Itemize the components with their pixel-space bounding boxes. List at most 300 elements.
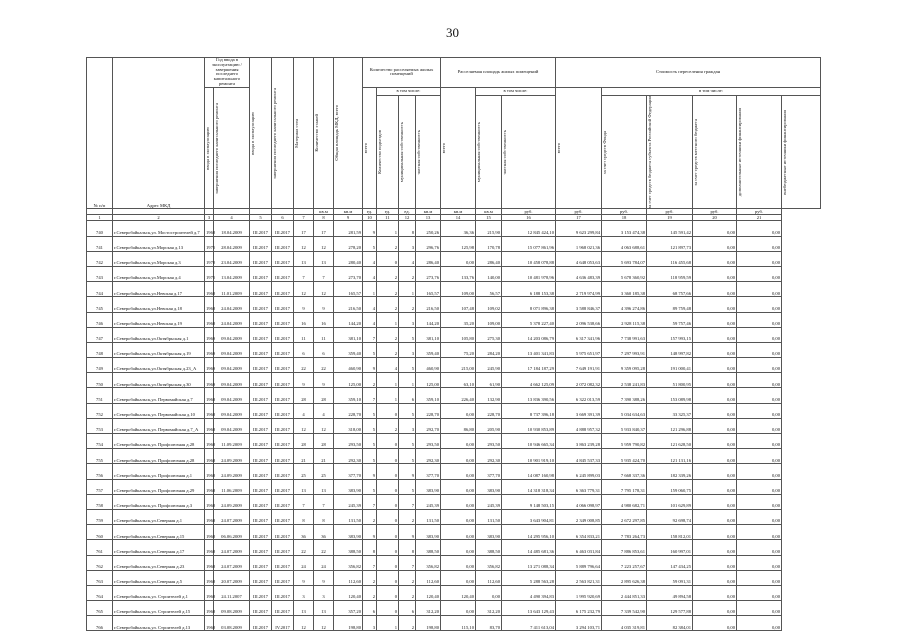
value-cell: 312,20 — [476, 601, 502, 616]
header-fund-regional: за счет средств бюджета субъекта Российской Федерации — [647, 95, 653, 209]
value-cell: 0,00 — [693, 434, 737, 449]
value-cell: 215,90 — [476, 221, 502, 236]
value-cell: III.2017 — [272, 464, 294, 479]
value-cell: 7 — [363, 327, 377, 342]
value-cell: 5 — [363, 479, 377, 494]
value-cell: 460,90 — [334, 358, 363, 373]
unit-cell: кв.м — [314, 209, 334, 215]
value-cell: 86,80 — [441, 418, 476, 433]
value-cell: III.2017 — [272, 236, 294, 251]
value-cell: III.2017 — [250, 525, 272, 540]
value-cell: 7 — [314, 266, 334, 281]
address-cell: г.Северобайкальск,ул.Невская д.17 — [113, 282, 205, 297]
column-number-cell: 20 — [693, 215, 737, 221]
address-cell: г.Северобайкальск,ул.Октябрьская д.23_А — [113, 358, 205, 373]
value-cell: 12 — [294, 418, 314, 433]
value-cell: 1968 — [205, 312, 214, 327]
value-cell: 6 — [314, 342, 334, 357]
value-cell: 2 444 851,33 — [602, 585, 647, 600]
value-cell: 18.04.2009 — [214, 221, 250, 236]
value-cell: 0,00 — [441, 479, 476, 494]
value-cell: 0 — [377, 570, 399, 585]
value-cell: 09.04.2009 — [214, 388, 250, 403]
value-cell: 280,40 — [334, 251, 363, 266]
value-cell: 383,90 — [334, 479, 363, 494]
value-cell: 1968 — [205, 585, 214, 600]
value-cell: 9 — [363, 525, 377, 540]
value-cell: 22 — [294, 540, 314, 555]
row-number-cell: 762 — [87, 555, 113, 570]
value-cell: 12 — [314, 418, 334, 433]
value-cell: 7 — [399, 494, 416, 509]
value-cell: 14 295 956,10 — [502, 525, 556, 540]
value-cell: 4 490 394,83 — [502, 585, 556, 600]
value-cell: 0,00 — [693, 358, 737, 373]
value-cell: 383,90 — [476, 525, 502, 540]
value-cell: 24.09.2009 — [214, 494, 250, 509]
value-cell: 381,10 — [334, 327, 363, 342]
value-cell: III.2017 — [272, 585, 294, 600]
value-cell: 153 089,98 — [647, 388, 693, 403]
address-cell: г.Северобайкальск,ул. Строителей д.13 — [113, 616, 205, 631]
value-cell: 120,40 — [441, 585, 476, 600]
value-cell: 09.04.2009 — [214, 418, 250, 433]
row-number-cell: 742 — [87, 251, 113, 266]
value-cell: 0,00 — [441, 494, 476, 509]
value-cell: 7 886 853,61 — [602, 540, 647, 555]
value-cell: 8 — [399, 540, 416, 555]
row-number-cell: 749 — [87, 358, 113, 373]
column-number-cell: 5 — [250, 215, 272, 221]
value-cell: 0,00 — [737, 585, 782, 600]
value-cell: 3 643 904,81 — [502, 509, 556, 524]
unit-cell: ед. — [399, 209, 416, 215]
value-cell: 6 354 833,21 — [556, 525, 602, 540]
value-cell: 145 591,42 — [647, 221, 693, 236]
value-cell: 13 271 088,34 — [502, 555, 556, 570]
value-cell: 5 693 784,07 — [602, 251, 647, 266]
value-cell: 36 — [314, 525, 334, 540]
value-cell: 2 — [399, 585, 416, 600]
value-cell: 13 — [314, 479, 334, 494]
table-row — [87, 601, 821, 616]
value-cell: 0,00 — [737, 236, 782, 251]
value-cell: 286,40 — [416, 251, 441, 266]
value-cell: 0,00 — [693, 297, 737, 312]
value-cell: 7 223 257,67 — [602, 555, 647, 570]
value-cell: 125,00 — [416, 373, 441, 388]
value-cell: 17 184 187,29 — [502, 358, 556, 373]
value-cell: 9 — [294, 570, 314, 585]
header-address: Адрес МКД — [146, 202, 171, 208]
row-number-cell: 743 — [87, 266, 113, 281]
header-q2: завершения последнего капитального ремонта — [272, 87, 277, 179]
value-cell: 296,76 — [416, 236, 441, 251]
address-cell: г.Северобайкальск,ул.Северная д.5 — [113, 570, 205, 585]
value-cell: 15 077 861,96 — [502, 236, 556, 251]
value-cell: 0 — [377, 403, 399, 418]
value-cell: 6 363 779,31 — [556, 479, 602, 494]
value-cell: III.2017 — [272, 540, 294, 555]
value-cell: 121 296,88 — [647, 418, 693, 433]
value-cell: 284,20 — [476, 342, 502, 357]
unit-cell: ед. — [377, 209, 399, 215]
value-cell: 1968 — [205, 282, 214, 297]
value-cell: 1968 — [205, 403, 214, 418]
value-cell: 0 — [377, 555, 399, 570]
row-number-cell: 747 — [87, 327, 113, 342]
value-cell: 1 — [399, 282, 416, 297]
value-cell: 165,57 — [334, 282, 363, 297]
table-row — [87, 358, 821, 373]
value-cell: 0,00 — [693, 525, 737, 540]
value-cell: 12 — [294, 282, 314, 297]
value-cell: III.2017 — [250, 570, 272, 585]
value-cell: 4 — [377, 358, 399, 373]
value-cell: 286,40 — [476, 251, 502, 266]
value-cell: III.2017 — [272, 388, 294, 403]
value-cell: III.2017 — [272, 297, 294, 312]
value-cell: 4 — [294, 403, 314, 418]
value-cell: 3 360 185,38 — [602, 282, 647, 297]
value-cell: 2 — [377, 342, 399, 357]
value-cell: 4 — [363, 312, 377, 327]
value-cell: III.2017 — [250, 251, 272, 266]
value-cell: 359,40 — [416, 342, 441, 357]
value-cell: 2 — [399, 616, 416, 631]
value-cell: III.2017 — [250, 540, 272, 555]
unit-cell: руб. — [737, 209, 782, 215]
value-cell: 356,82 — [416, 555, 441, 570]
value-cell: 2 538 241,83 — [602, 373, 647, 388]
value-cell: 7 738 991,63 — [602, 327, 647, 342]
header-area-group: Расселяемая площадь жилых помещений — [457, 69, 539, 75]
value-cell: 4 — [363, 266, 377, 281]
value-cell: 109,02 — [476, 297, 502, 312]
value-cell: 460,90 — [416, 358, 441, 373]
header-fund-federal: за счет средств Фонда — [602, 130, 608, 174]
value-cell: III.2017 — [250, 601, 272, 616]
value-cell: 1 — [399, 373, 416, 388]
value-cell: 1975 — [205, 266, 214, 281]
value-cell: 0,00 — [737, 494, 782, 509]
value-cell: 292,30 — [334, 449, 363, 464]
value-cell: 8 — [294, 509, 314, 524]
value-cell: 0,00 — [693, 509, 737, 524]
value-cell: 2 — [399, 570, 416, 585]
value-cell: 131,50 — [416, 509, 441, 524]
value-cell: III.2017 — [250, 418, 272, 433]
value-cell: 5 288 563,28 — [502, 570, 556, 585]
value-cell: 5 378 227,40 — [502, 312, 556, 327]
row-number-cell: 752 — [87, 403, 113, 418]
value-cell: 0,00 — [737, 418, 782, 433]
address-cell: г.Северобайкальск,ул.Невская д.19 — [113, 312, 205, 327]
value-cell: 4 063 688,61 — [602, 236, 647, 251]
column-number-cell: 11 — [377, 215, 399, 221]
table-row — [87, 494, 821, 509]
unit-cell: руб. — [693, 209, 737, 215]
value-cell: 12 845 424,10 — [502, 221, 556, 236]
header-fund-local: за счет средств местного бюджета — [693, 118, 699, 186]
value-cell: 1 — [377, 221, 399, 236]
header-fund-other: внебюджетные источники финансирования — [782, 109, 788, 195]
value-cell: III.2017 — [250, 509, 272, 524]
value-cell: 228,70 — [476, 403, 502, 418]
value-cell: 5 959 790,82 — [602, 434, 647, 449]
value-cell: IV.2017 — [272, 616, 294, 631]
value-cell: 109,00 — [441, 282, 476, 297]
value-cell: 0,00 — [693, 327, 737, 342]
address-cell: г.Северобайкальск,ул.Северная д.17 — [113, 540, 205, 555]
table-row — [87, 464, 821, 479]
value-cell: 383,90 — [476, 479, 502, 494]
value-cell: 0,00 — [693, 266, 737, 281]
value-cell: 1968 — [205, 525, 214, 540]
row-number-cell: 740 — [87, 221, 113, 236]
table-row — [87, 312, 821, 327]
header-living-group: Количество расселяемых жилых помещений — [369, 66, 434, 77]
value-cell: 10 458 078,88 — [502, 251, 556, 266]
value-cell: 0 — [377, 509, 399, 524]
column-number-cell: 1 — [87, 215, 113, 221]
value-cell: 36 — [294, 525, 314, 540]
value-cell: 23.04.2009 — [214, 251, 250, 266]
value-cell: 245,39 — [416, 494, 441, 509]
value-cell: III.2017 — [250, 373, 272, 388]
value-cell: 2 — [363, 373, 377, 388]
value-cell: 12 — [294, 616, 314, 631]
value-cell: 1968 — [205, 479, 214, 494]
row-number-cell: 753 — [87, 418, 113, 433]
value-cell: 5 — [399, 479, 416, 494]
address-cell: г.Северобайкальск,ул. Строителей д.1 — [113, 585, 205, 600]
value-cell: 377,70 — [334, 464, 363, 479]
column-number-cell: 21 — [737, 215, 782, 221]
value-cell: 3 294 103,71 — [556, 616, 602, 631]
value-cell: 0 — [377, 251, 399, 266]
header-q1: ввода в эксплуатацию — [250, 111, 255, 155]
value-cell: 383,90 — [334, 525, 363, 540]
value-cell: 5 935 424,70 — [602, 449, 647, 464]
value-cell: 0 — [377, 449, 399, 464]
value-cell: 1969 — [205, 327, 214, 342]
row-number-cell: 756 — [87, 464, 113, 479]
value-cell: 0 — [377, 479, 399, 494]
value-cell: 0,00 — [693, 601, 737, 616]
value-cell: 275,30 — [476, 327, 502, 342]
value-cell: 131,50 — [476, 509, 502, 524]
row-number-cell: 765 — [87, 601, 113, 616]
value-cell: 5 — [363, 449, 377, 464]
value-cell: 33 325,37 — [647, 403, 693, 418]
value-cell: 318,00 — [334, 418, 363, 433]
value-cell: 61,90 — [476, 373, 502, 388]
value-cell: 245,90 — [476, 358, 502, 373]
value-cell: 0,00 — [737, 479, 782, 494]
value-cell: 381,10 — [416, 327, 441, 342]
value-cell: 0,00 — [693, 236, 737, 251]
value-cell: III.2017 — [272, 403, 294, 418]
value-cell: 0,00 — [737, 327, 782, 342]
header-area-municipal: муниципальная собственность — [476, 122, 482, 183]
value-cell: III.2017 — [250, 342, 272, 357]
address-cell: г.Северобайкальск,ул. Профсоюзная д.3 — [113, 494, 205, 509]
value-cell: 0,00 — [693, 251, 737, 266]
column-number-cell: 9 — [334, 215, 363, 221]
value-cell: 4 662 125,09 — [502, 373, 556, 388]
value-cell: 9 — [294, 373, 314, 388]
value-cell: 2 — [377, 418, 399, 433]
value-cell: 0,00 — [693, 312, 737, 327]
value-cell: 2 096 538,66 — [556, 312, 602, 327]
value-cell: 0,00 — [693, 403, 737, 418]
value-cell: 7 390 388,26 — [602, 388, 647, 403]
value-cell: 9 — [314, 570, 334, 585]
value-cell: 21 — [314, 449, 334, 464]
value-cell: 292,70 — [416, 418, 441, 433]
value-cell: 3 — [399, 236, 416, 251]
value-cell: 165,57 — [416, 282, 441, 297]
value-cell: 1968 — [205, 555, 214, 570]
table-row — [87, 373, 821, 388]
value-cell: 383,90 — [416, 479, 441, 494]
address-cell: г.Северобайкальск,ул. Первомайская д.7 — [113, 388, 205, 403]
value-cell: 5 — [399, 358, 416, 373]
table-row — [87, 251, 821, 266]
unit-cell: руб. — [602, 209, 647, 215]
value-cell: 2 349 008,85 — [556, 509, 602, 524]
page-number: 30 — [446, 25, 459, 40]
value-cell: 105,80 — [441, 327, 476, 342]
value-cell: 21 — [294, 449, 314, 464]
row-number-cell: 758 — [87, 494, 113, 509]
header-municipal: муниципальная собственность — [399, 122, 404, 183]
value-cell: 1 — [377, 388, 399, 403]
value-cell: 3 — [399, 342, 416, 357]
value-cell: 13 — [294, 601, 314, 616]
value-cell: 0,00 — [737, 266, 782, 281]
table-row — [87, 403, 821, 418]
value-cell: 89 759,48 — [647, 297, 693, 312]
value-cell: 0,00 — [693, 342, 737, 357]
value-cell: 13 — [314, 251, 334, 266]
value-cell: 0,00 — [441, 464, 476, 479]
value-cell: 0,00 — [476, 585, 502, 600]
value-cell: 49 894,58 — [647, 585, 693, 600]
value-cell: 11.01.2009 — [214, 282, 250, 297]
value-cell: 6 463 031,84 — [556, 540, 602, 555]
value-cell: 228,70 — [334, 403, 363, 418]
value-cell: 4 396 274,86 — [602, 297, 647, 312]
value-cell: 2 895 626,38 — [602, 570, 647, 585]
row-number-cell: 755 — [87, 449, 113, 464]
value-cell: 12 — [314, 282, 334, 297]
header-area-incl: в том числе: — [503, 87, 528, 93]
value-cell: 3 863 239,28 — [556, 434, 602, 449]
value-cell: 24.04.2009 — [214, 297, 250, 312]
value-cell: 11.06.2009 — [214, 479, 250, 494]
value-cell: 0,00 — [737, 434, 782, 449]
value-cell: 3 — [294, 585, 314, 600]
value-cell: 24.11.2007 — [214, 585, 250, 600]
value-cell: 63,10 — [441, 373, 476, 388]
value-cell: 56,57 — [476, 282, 502, 297]
value-cell: 10 481 978,96 — [502, 266, 556, 281]
value-cell: 1970 — [205, 251, 214, 266]
value-cell: 216,50 — [334, 297, 363, 312]
value-cell: 9 148 503,15 — [502, 494, 556, 509]
value-cell: 0,00 — [441, 449, 476, 464]
column-number-cell: 13 — [416, 215, 441, 221]
value-cell: 205,90 — [476, 418, 502, 433]
value-cell: 3 — [314, 585, 334, 600]
value-cell: 1968 — [205, 494, 214, 509]
value-cell: 0 — [377, 540, 399, 555]
value-cell: 6 — [363, 601, 377, 616]
value-cell: 4 035 319,81 — [602, 616, 647, 631]
value-cell: 2 928 115,38 — [602, 312, 647, 327]
value-cell: 6 — [399, 388, 416, 403]
value-cell: 5 933 840,37 — [602, 418, 647, 433]
address-cell: г.Северобайкальск,ул.Северная д.15 — [113, 525, 205, 540]
header-entrances: Количество подъездов — [377, 130, 382, 175]
value-cell: 7 783 264,73 — [602, 525, 647, 540]
value-cell: 7 411 613,04 — [502, 616, 556, 631]
table-row — [87, 221, 821, 236]
value-cell: 0,00 — [737, 312, 782, 327]
value-cell: 158 812,01 — [647, 525, 693, 540]
value-cell: 7 — [363, 388, 377, 403]
value-cell: 101 629,89 — [647, 494, 693, 509]
value-cell: 1968 — [205, 570, 214, 585]
value-cell: 1 — [377, 312, 399, 327]
value-cell: 9 — [399, 525, 416, 540]
row-number-cell: 748 — [87, 342, 113, 357]
table-row — [87, 418, 821, 433]
value-cell: III.2017 — [250, 585, 272, 600]
table-row — [87, 282, 821, 297]
table-row — [87, 616, 821, 631]
value-cell: 0,00 — [737, 540, 782, 555]
value-cell: 1 995 920,69 — [556, 585, 602, 600]
value-cell: 0,00 — [737, 342, 782, 357]
value-cell: 3 — [399, 418, 416, 433]
value-cell: 5 — [399, 449, 416, 464]
address-cell: г.Северобайкальск,ул. Первомайская д.10 — [113, 403, 205, 418]
value-cell: 28 — [294, 434, 314, 449]
value-cell: 118 959,59 — [647, 266, 693, 281]
header-num: № п/п — [93, 202, 106, 208]
value-cell: 359,10 — [334, 388, 363, 403]
header-cost-incl: в том числе: — [699, 87, 723, 93]
value-cell: 0,00 — [693, 555, 737, 570]
value-cell: 356,82 — [476, 555, 502, 570]
value-cell: 2 — [377, 327, 399, 342]
value-cell: III.2017 — [250, 327, 272, 342]
value-cell: 5 889 796,64 — [556, 555, 602, 570]
value-cell: 7 668 337,36 — [602, 464, 647, 479]
value-cell: 4 648 053,63 — [556, 251, 602, 266]
value-cell: 0,00 — [737, 282, 782, 297]
table-row — [87, 297, 821, 312]
row-number-cell: 761 — [87, 540, 113, 555]
address-cell: г.Северобайкальск,ул. Мостостроителей д.7 — [113, 221, 205, 236]
value-cell: 216,50 — [416, 297, 441, 312]
column-number-cell: 3 — [205, 215, 214, 221]
column-number-cell: 4 — [214, 215, 250, 221]
value-cell: 116 455,68 — [647, 251, 693, 266]
